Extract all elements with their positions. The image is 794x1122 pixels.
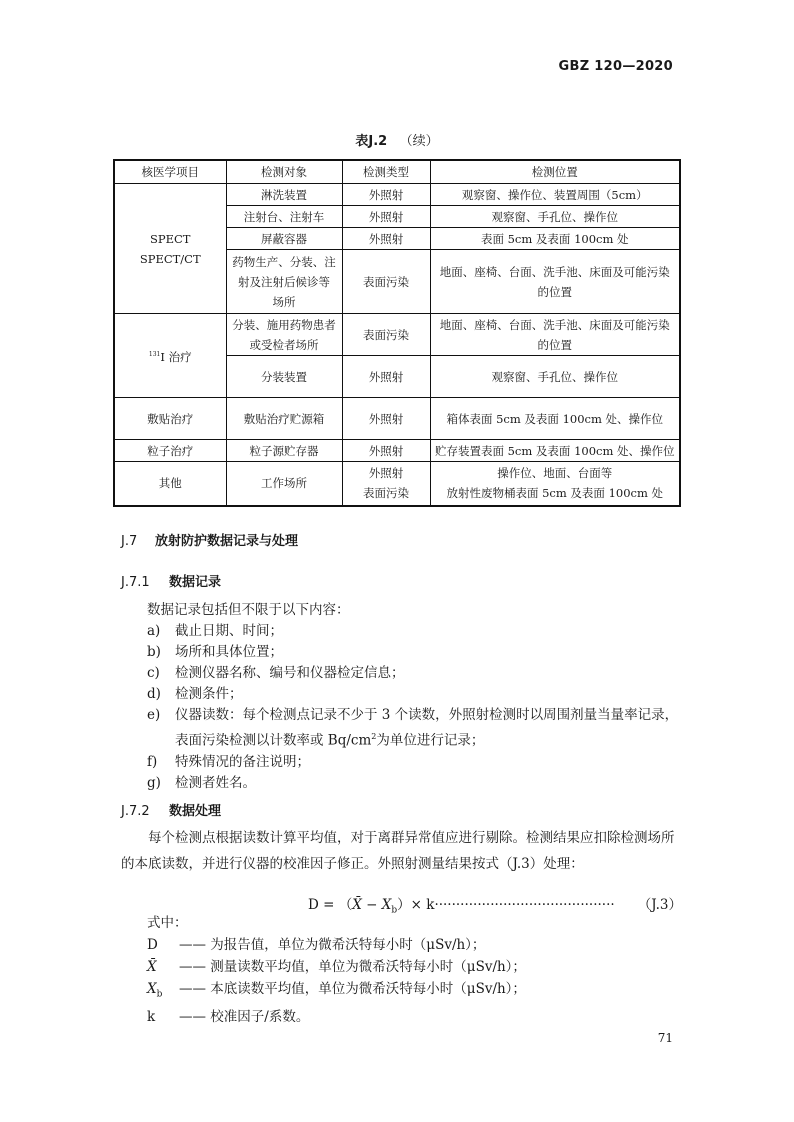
cell-object: 工作场所 [226, 462, 342, 506]
section-heading-j71 [121, 571, 221, 590]
list-text: 仪器读数：每个检测点记录不少于 3 个读数，外照射检测时以周围剂量当量率记录， [175, 707, 679, 723]
cell-position: 观察窗、手孔位、操作位 [430, 356, 680, 398]
cell-object: 敷贴治疗贮源箱 [226, 398, 342, 440]
cell-object: 屏蔽容器 [226, 228, 342, 250]
table-caption [0, 130, 794, 149]
cell-type: 外照射 [342, 184, 430, 206]
cell-position-line: 的位置 [537, 284, 572, 299]
list-item [147, 663, 687, 684]
cell-type-line: 表面污染 [363, 486, 409, 501]
formula-part: − [361, 897, 382, 913]
cell-type: 外照射 [342, 356, 430, 398]
definition-row [147, 1006, 526, 1028]
definition-text: —— 为报告值，单位为微希沃特每小时（μSv/h）； [179, 937, 486, 953]
item-spect-line1: SPECT [150, 231, 191, 246]
cell-type: 外照射 [342, 206, 430, 228]
section-number: J.7 [121, 534, 138, 549]
definition-symbol: k [147, 1008, 156, 1025]
definition-text: —— 测量读数平均值，单位为微希沃特每小时（μSv/h）； [179, 959, 526, 975]
where-label: 式中： [147, 915, 188, 931]
table-header-row [114, 160, 680, 184]
definition-text: —— 本底读数平均值，单位为微希沃特每小时（μSv/h）； [179, 981, 526, 997]
cell-position: 贮存装置表面 5cm 及表面 100cm 处、操作位 [430, 440, 680, 462]
item-iodine-therapy [114, 314, 226, 398]
table-caption-continued: （续） [399, 134, 439, 149]
list-tag: g) [147, 774, 161, 791]
list-item [147, 752, 687, 773]
record-list [147, 600, 687, 794]
item-iodine-label: I 治疗 [160, 349, 192, 364]
where-list [147, 912, 526, 1028]
cell-position: 观察窗、手孔位、操作位 [430, 206, 680, 228]
cell-object: 粒子源贮存器 [226, 440, 342, 462]
cell-object-line: 药物生产、分装、注 [232, 254, 336, 269]
formula-leader-dots: ·········································· [434, 897, 615, 913]
definition-row [147, 956, 526, 978]
list-text: 检测者姓名。 [175, 774, 256, 791]
list-text: 为单位进行记录； [376, 732, 485, 749]
definition-symbol: D [147, 937, 158, 953]
section-heading-j72 [121, 800, 221, 819]
list-intro: 数据记录包括但不限于以下内容： [147, 602, 350, 618]
cell-object: 注射台、注射车 [226, 206, 342, 228]
list-item [147, 621, 687, 642]
cell-object [226, 250, 342, 314]
table-caption-label: 表J.2 [355, 134, 388, 149]
section-heading-j7 [121, 530, 298, 549]
list-text: 检测条件； [175, 686, 243, 702]
cell-object-line: 分装、施用药物患者 [232, 317, 336, 332]
table-row [114, 314, 680, 356]
page-number: 71 [657, 1031, 673, 1045]
cell-type: 表面污染 [342, 314, 430, 356]
cell-position: 箱体表面 5cm 及表面 100cm 处、操作位 [430, 398, 680, 440]
processing-paragraph: 每个检测点根据读数计算平均值，对于离群异常值应进行剔除。检测结果应扣除检测场所的本底读数，并进行仪器的校准因子修正。外照射测量结果按式（J.3）处理： [121, 830, 675, 872]
list-text: 截止日期、时间； [175, 623, 283, 639]
formula-xb: X [381, 897, 392, 913]
section-number: J.7.2 [121, 804, 150, 819]
cell-type: 外照射 [342, 440, 430, 462]
cell-type: 外照射 [342, 228, 430, 250]
cell-position [430, 314, 680, 356]
section-title: 数据处理 [169, 804, 222, 819]
list-tag: b) [147, 644, 161, 660]
cell-position: 观察窗、操作位、装置周围（5cm） [430, 184, 680, 206]
list-text: 场所和具体位置； [175, 644, 283, 660]
column-header: 核医学项目 [114, 160, 226, 184]
cell-object [226, 314, 342, 356]
definition-symbol-wrap [147, 978, 179, 1006]
list-tag: a) [147, 623, 161, 639]
formula-part: D = （ [308, 897, 353, 913]
cell-type: 表面污染 [342, 250, 430, 314]
formula-xbar: X̄ [352, 897, 362, 913]
list-text: 特殊情况的备注说明； [175, 753, 310, 770]
cell-position [430, 250, 680, 314]
cell-object-line: 射及注射后候诊等 [238, 274, 330, 289]
list-item [147, 684, 687, 705]
cell-object: 淋洗装置 [226, 184, 342, 206]
cell-item: 其他 [114, 462, 226, 506]
section-title: 数据记录 [169, 575, 222, 590]
column-header: 检测对象 [226, 160, 342, 184]
cell-type [342, 462, 430, 506]
list-tag: f) [147, 753, 158, 770]
column-header: 检测类型 [342, 160, 430, 184]
cell-position-line: 地面、座椅、台面、洗手池、床面及可能污染 [439, 317, 670, 332]
table-row [114, 184, 680, 206]
isotope-mass-number: 131 [148, 350, 161, 358]
document-code: GBZ 120—2020 [558, 59, 673, 74]
definition-symbol: X [147, 981, 157, 997]
definition-row [147, 978, 526, 1006]
item-spect-line2: SPECT/CT [139, 251, 201, 266]
formula-number: （J.3） [637, 897, 682, 913]
superscript: 2 [371, 732, 377, 741]
column-header: 检测位置 [430, 160, 680, 184]
item-spect [114, 184, 226, 314]
list-tag: d) [147, 686, 161, 702]
definition-text: —— 校准因子/系数。 [179, 1008, 310, 1025]
list-tag: e) [147, 707, 161, 723]
definition-sub: b [156, 989, 163, 1000]
cell-item: 敷贴治疗 [114, 398, 226, 440]
list-text: 检测仪器名称、编号和仪器检定信息； [175, 665, 405, 681]
cell-position-line: 地面、座椅、台面、洗手池、床面及可能污染 [439, 264, 670, 279]
cell-position-line: 放射性废物桶表面 5cm 及表面 100cm 处 [446, 486, 664, 501]
cell-position-line: 的位置 [537, 337, 572, 352]
table-row [114, 398, 680, 440]
formula-part: ）× k [397, 897, 435, 913]
cell-object-line: 或受检者场所 [249, 337, 319, 352]
formula-sub: b [391, 905, 398, 916]
list-text-cont [175, 726, 687, 752]
list-tag: c) [147, 665, 160, 681]
cell-object: 分装装置 [226, 356, 342, 398]
definition-row [147, 934, 526, 956]
cell-type-line: 外照射 [368, 466, 404, 481]
definition-symbol: X̄ [147, 959, 157, 975]
cell-position-line: 操作位、地面、台面等 [497, 466, 613, 481]
monitoring-table [113, 159, 681, 507]
cell-position: 表面 5cm 及表面 100cm 处 [430, 228, 680, 250]
section-title: 放射防护数据记录与处理 [155, 534, 299, 549]
list-item [147, 642, 687, 663]
cell-item: 粒子治疗 [114, 440, 226, 462]
table-row [114, 440, 680, 462]
cell-object-line: 场所 [272, 294, 296, 309]
cell-type: 外照射 [342, 398, 430, 440]
list-item [147, 705, 687, 752]
list-text: 表面污染检测以计数率或 Bq/cm [175, 732, 372, 749]
list-item [147, 773, 687, 794]
section-number: J.7.1 [121, 575, 150, 590]
cell-position [430, 462, 680, 506]
table-row [114, 462, 680, 506]
